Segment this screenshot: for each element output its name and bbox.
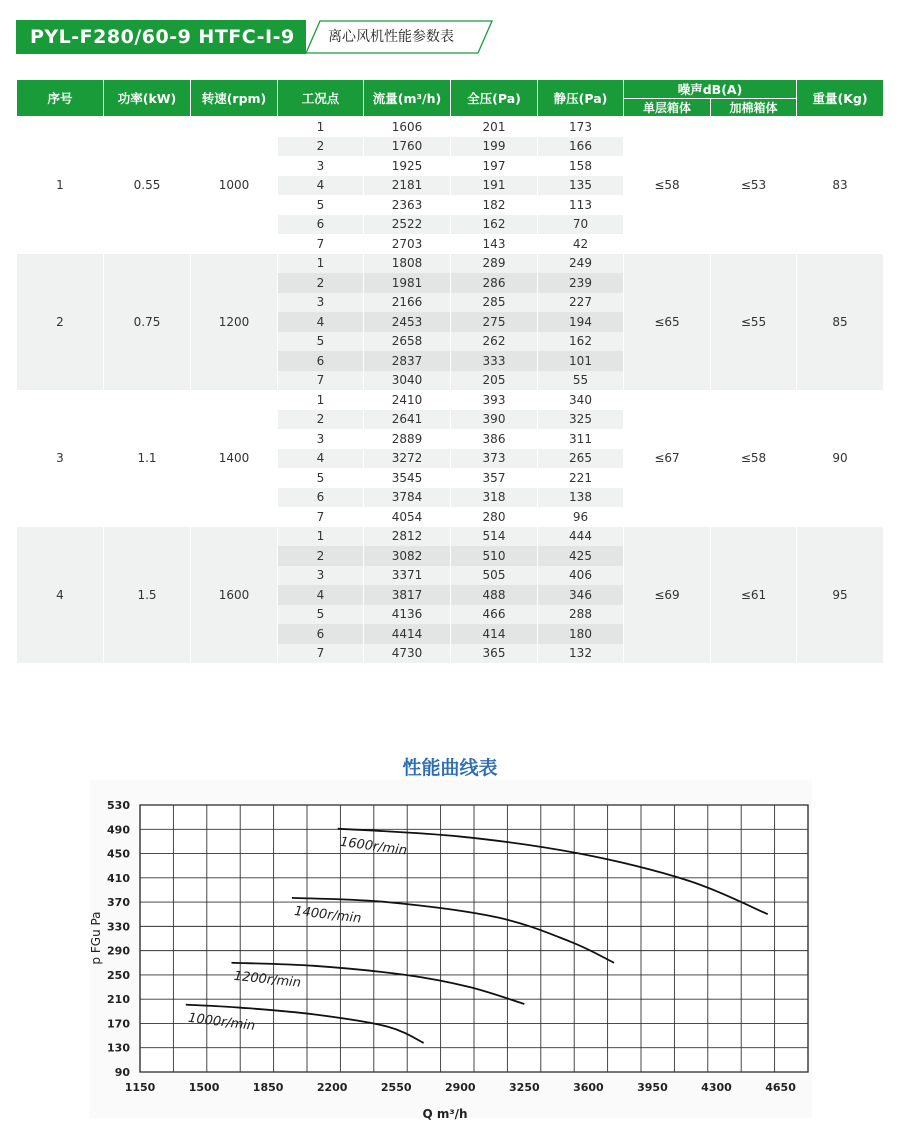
cell-point: 5 <box>278 605 364 625</box>
cell-point: 7 <box>278 507 364 527</box>
cell-flow: 4414 <box>364 624 451 644</box>
cell-flow: 1760 <box>364 137 451 157</box>
cell-flow: 2658 <box>364 332 451 352</box>
cell-weight: 90 <box>797 390 884 527</box>
cell-total-pressure: 199 <box>451 137 538 157</box>
y-tick-label: 130 <box>107 1041 130 1055</box>
cell-flow: 2522 <box>364 215 451 235</box>
x-tick-label: 1850 <box>252 1081 284 1094</box>
cell-static-pressure: 55 <box>538 371 624 391</box>
cell-no: 3 <box>17 390 104 527</box>
cell-flow: 4730 <box>364 644 451 664</box>
cell-point: 6 <box>278 488 364 508</box>
cell-static-pressure: 346 <box>538 585 624 605</box>
x-tick-label: 2900 <box>444 1081 476 1094</box>
table-row <box>17 527 884 547</box>
cell-noise-single: ≤69 <box>624 527 711 664</box>
cell-static-pressure: 406 <box>538 566 624 586</box>
cell-point: 3 <box>278 429 364 449</box>
cell-point: 3 <box>278 156 364 176</box>
col-header-speed: 转速(rpm) <box>191 80 278 117</box>
subtitle: 离心风机性能参数表 <box>328 29 454 45</box>
table-row <box>17 390 884 410</box>
cell-weight: 85 <box>797 254 884 391</box>
cell-static-pressure: 113 <box>538 195 624 215</box>
cell-flow: 2410 <box>364 390 451 410</box>
cell-flow: 3371 <box>364 566 451 586</box>
cell-static-pressure: 249 <box>538 254 624 274</box>
cell-flow: 3545 <box>364 468 451 488</box>
cell-total-pressure: 333 <box>451 351 538 371</box>
cell-static-pressure: 265 <box>538 449 624 469</box>
cell-point: 3 <box>278 293 364 313</box>
cell-flow: 3272 <box>364 449 451 469</box>
cell-total-pressure: 143 <box>451 234 538 254</box>
cell-total-pressure: 191 <box>451 176 538 196</box>
cell-noise-insulated: ≤58 <box>711 390 797 527</box>
y-tick-label: 450 <box>107 847 130 861</box>
cell-total-pressure: 414 <box>451 624 538 644</box>
col-header-flow: 流量(m³/h) <box>364 80 451 117</box>
x-tick-label: 3950 <box>637 1081 668 1094</box>
cell-static-pressure: 162 <box>538 332 624 352</box>
model-title: PYL-F280/60-9 HTFC-I-9 <box>16 20 306 54</box>
x-tick-label: 1150 <box>124 1081 156 1094</box>
cell-static-pressure: 194 <box>538 312 624 332</box>
chart-title: 性能曲线表 <box>402 757 498 779</box>
group-1 <box>17 117 884 254</box>
x-tick-label: 4650 <box>765 1081 796 1094</box>
y-tick-label: 330 <box>107 920 130 934</box>
cell-static-pressure: 221 <box>538 468 624 488</box>
cell-flow: 3082 <box>364 546 451 566</box>
cell-flow: 2453 <box>364 312 451 332</box>
cell-flow: 2837 <box>364 351 451 371</box>
cell-point: 4 <box>278 312 364 332</box>
cell-static-pressure: 180 <box>538 624 624 644</box>
cell-total-pressure: 280 <box>451 507 538 527</box>
group-4 <box>17 527 884 664</box>
cell-total-pressure: 289 <box>451 254 538 274</box>
cell-noise-insulated: ≤61 <box>711 527 797 664</box>
cell-point: 3 <box>278 566 364 586</box>
cell-static-pressure: 138 <box>538 488 624 508</box>
cell-total-pressure: 318 <box>451 488 538 508</box>
cell-flow: 4136 <box>364 605 451 625</box>
col-header-total-pressure: 全压(Pa) <box>451 80 538 117</box>
col-header-noise-insulated: 加棉箱体 <box>711 99 797 117</box>
x-tick-label: 3600 <box>573 1081 604 1094</box>
performance-chart <box>0 780 900 1140</box>
cell-flow: 1981 <box>364 273 451 293</box>
cell-flow: 2363 <box>364 195 451 215</box>
curve-label: 1400r/min <box>293 903 363 927</box>
group-2 <box>17 254 884 391</box>
x-axis-label: Q m³/h <box>422 1107 468 1121</box>
cell-total-pressure: 286 <box>451 273 538 293</box>
cell-static-pressure: 173 <box>538 117 624 137</box>
cell-flow: 2703 <box>364 234 451 254</box>
cell-power: 0.75 <box>104 254 191 391</box>
cell-static-pressure: 288 <box>538 605 624 625</box>
cell-speed: 1400 <box>191 390 278 527</box>
cell-point: 4 <box>278 176 364 196</box>
cell-flow: 2181 <box>364 176 451 196</box>
cell-point: 1 <box>278 254 364 274</box>
cell-point: 2 <box>278 137 364 157</box>
y-tick-label: 170 <box>107 1017 130 1031</box>
col-header-weight: 重量(Kg) <box>797 80 884 117</box>
cell-total-pressure: 365 <box>451 644 538 664</box>
cell-total-pressure: 390 <box>451 410 538 430</box>
x-tick-label: 2200 <box>316 1081 348 1094</box>
cell-static-pressure: 96 <box>538 507 624 527</box>
cell-total-pressure: 201 <box>451 117 538 137</box>
cell-static-pressure: 135 <box>538 176 624 196</box>
cell-point: 1 <box>278 527 364 547</box>
cell-point: 2 <box>278 273 364 293</box>
cell-noise-single: ≤67 <box>624 390 711 527</box>
cell-total-pressure: 197 <box>451 156 538 176</box>
cell-total-pressure: 505 <box>451 566 538 586</box>
cell-flow: 2166 <box>364 293 451 313</box>
cell-static-pressure: 227 <box>538 293 624 313</box>
cell-total-pressure: 275 <box>451 312 538 332</box>
cell-flow: 1606 <box>364 117 451 137</box>
cell-flow: 2812 <box>364 527 451 547</box>
cell-total-pressure: 285 <box>451 293 538 313</box>
subtitle-box <box>306 20 486 54</box>
col-header-noise-single: 单层箱体 <box>624 99 711 117</box>
cell-no: 4 <box>17 527 104 664</box>
y-tick-label: 250 <box>107 968 130 982</box>
cell-no: 2 <box>17 254 104 391</box>
y-tick-label: 410 <box>107 871 130 885</box>
y-tick-label: 210 <box>107 993 130 1007</box>
cell-weight: 83 <box>797 117 884 254</box>
cell-static-pressure: 101 <box>538 351 624 371</box>
cell-point: 1 <box>278 390 364 410</box>
group-3 <box>17 390 884 527</box>
cell-point: 6 <box>278 215 364 235</box>
cell-total-pressure: 262 <box>451 332 538 352</box>
cell-point: 6 <box>278 624 364 644</box>
curve-label: 1200r/min <box>233 968 302 991</box>
cell-total-pressure: 162 <box>451 215 538 235</box>
cell-flow: 1925 <box>364 156 451 176</box>
cell-noise-single: ≤65 <box>624 254 711 391</box>
cell-static-pressure: 425 <box>538 546 624 566</box>
curve-label: 1000r/min <box>187 1010 256 1035</box>
cell-total-pressure: 466 <box>451 605 538 625</box>
cell-power: 0.55 <box>104 117 191 254</box>
table-row <box>17 117 884 137</box>
cell-total-pressure: 393 <box>451 390 538 410</box>
col-header-static-pressure: 静压(Pa) <box>538 80 624 117</box>
cell-speed: 1000 <box>191 117 278 254</box>
cell-noise-insulated: ≤55 <box>711 254 797 391</box>
cell-no: 1 <box>17 117 104 254</box>
cell-point: 4 <box>278 449 364 469</box>
cell-flow: 4054 <box>364 507 451 527</box>
curve-label: 1600r/min <box>339 834 408 859</box>
col-header-point: 工况点 <box>278 80 364 117</box>
cell-flow: 3784 <box>364 488 451 508</box>
cell-point: 5 <box>278 195 364 215</box>
cell-weight: 95 <box>797 527 884 664</box>
col-header-noise: 噪声dB(A) <box>624 80 797 99</box>
cell-flow: 1808 <box>364 254 451 274</box>
cell-static-pressure: 325 <box>538 410 624 430</box>
cell-power: 1.1 <box>104 390 191 527</box>
x-tick-label: 4300 <box>701 1081 732 1094</box>
cell-point: 2 <box>278 546 364 566</box>
y-tick-label: 370 <box>107 896 130 910</box>
cell-static-pressure: 340 <box>538 390 624 410</box>
cell-static-pressure: 444 <box>538 527 624 547</box>
cell-point: 1 <box>278 117 364 137</box>
cell-point: 2 <box>278 410 364 430</box>
cell-noise-single: ≤58 <box>624 117 711 254</box>
cell-static-pressure: 132 <box>538 644 624 664</box>
cell-total-pressure: 357 <box>451 468 538 488</box>
y-tick-label: 90 <box>114 1066 130 1079</box>
cell-static-pressure: 158 <box>538 156 624 176</box>
x-tick-label: 3250 <box>509 1081 540 1094</box>
cell-point: 5 <box>278 468 364 488</box>
cell-power: 1.5 <box>104 527 191 664</box>
cell-flow: 2641 <box>364 410 451 430</box>
cell-point: 6 <box>278 351 364 371</box>
cell-speed: 1200 <box>191 254 278 391</box>
cell-total-pressure: 205 <box>451 371 538 391</box>
y-tick-label: 490 <box>107 823 130 837</box>
y-tick-label: 290 <box>107 944 130 958</box>
performance-table <box>16 79 884 663</box>
cell-total-pressure: 386 <box>451 429 538 449</box>
cell-static-pressure: 166 <box>538 137 624 157</box>
cell-point: 7 <box>278 644 364 664</box>
cell-flow: 2889 <box>364 429 451 449</box>
cell-total-pressure: 182 <box>451 195 538 215</box>
y-axis-label: p FGu Pa <box>89 911 103 965</box>
table-row <box>17 254 884 274</box>
cell-speed: 1600 <box>191 527 278 664</box>
cell-flow: 3040 <box>364 371 451 391</box>
cell-total-pressure: 488 <box>451 585 538 605</box>
cell-flow: 3817 <box>364 585 451 605</box>
cell-static-pressure: 42 <box>538 234 624 254</box>
cell-total-pressure: 373 <box>451 449 538 469</box>
cell-static-pressure: 70 <box>538 215 624 235</box>
cell-noise-insulated: ≤53 <box>711 117 797 254</box>
cell-point: 7 <box>278 234 364 254</box>
x-tick-label: 1500 <box>188 1081 220 1094</box>
y-tick-label: 530 <box>107 799 130 812</box>
cell-static-pressure: 311 <box>538 429 624 449</box>
header-banner <box>16 20 486 54</box>
col-header-power: 功率(kW) <box>104 80 191 117</box>
col-header-no: 序号 <box>17 80 104 117</box>
cell-static-pressure: 239 <box>538 273 624 293</box>
cell-point: 4 <box>278 585 364 605</box>
cell-total-pressure: 510 <box>451 546 538 566</box>
cell-point: 7 <box>278 371 364 391</box>
x-tick-label: 2550 <box>380 1081 412 1094</box>
cell-total-pressure: 514 <box>451 527 538 547</box>
cell-point: 5 <box>278 332 364 352</box>
